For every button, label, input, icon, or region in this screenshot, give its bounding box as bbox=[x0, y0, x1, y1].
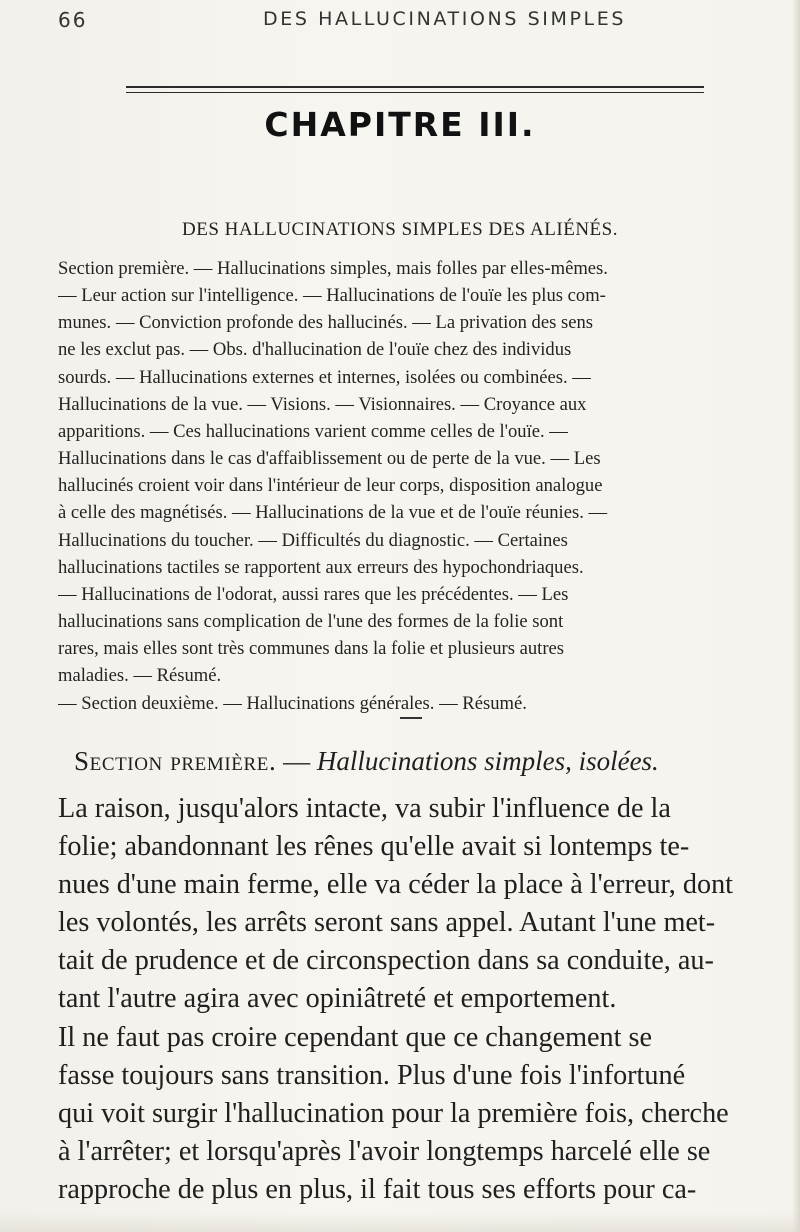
summary-line: — Hallucinations de l'odorat, aussi rares que les précédentes. — Les bbox=[58, 583, 569, 605]
summary-line: hallucinations sans complication de l'une des formes de la folie sont bbox=[58, 611, 564, 633]
summary-line: rares, mais elles sont très communes dans la folie et plusieurs autres bbox=[58, 638, 565, 660]
section-label: Section première. bbox=[74, 746, 277, 776]
double-rule-bottom bbox=[126, 92, 704, 93]
page-number: 66 bbox=[58, 8, 88, 32]
chapter-title: CHAPITRE III. bbox=[264, 105, 536, 144]
summary-line: à celle des magnétisés. — Hallucinations de la vue et de l'ouïe réunies. — bbox=[58, 502, 608, 524]
body-line: les volontés, les arrêts seront sans appel. Autant l'une met- bbox=[58, 907, 716, 939]
chapter-summary bbox=[58, 255, 754, 717]
summary-line: apparitions. — Ces hallucinations varient comme celles de l'ouïe. — bbox=[58, 420, 568, 442]
summary-line: Section première. — Hallucinations simples, mais folles par elles-mêmes. bbox=[58, 258, 608, 279]
section-divider bbox=[400, 717, 422, 719]
summary-line: Hallucinations dans le cas d'affaiblissement ou de perte de la vue. — Les bbox=[58, 448, 601, 470]
body-text bbox=[58, 790, 752, 1209]
body-line: tant l'autre agira avec opiniâtreté et emportement. bbox=[58, 983, 617, 1015]
summary-line: hallucinés croient voir dans l'intérieur de leur corps, disposition analogue bbox=[58, 475, 603, 497]
summary-line: — Leur action sur l'intelligence. — Hallucinations de l'ouïe les plus com- bbox=[58, 285, 606, 307]
summary-line: ne les exclut pas. — Obs. d'hallucination de l'ouïe chez des individus bbox=[58, 339, 572, 361]
summary-line: hallucinations tactiles se rapportent aux erreurs des hypochondriaques. bbox=[58, 556, 584, 578]
section-title: Hallucinations simples, isolées. bbox=[316, 746, 659, 776]
summary-line: munes. — Conviction profonde des hallucinés. — La privation des sens bbox=[58, 312, 593, 334]
summary-line: Hallucinations de la vue. — Visions. — Visionnaires. — Croyance aux bbox=[58, 393, 587, 415]
summary-line: maladies. — Résumé. bbox=[58, 665, 222, 687]
body-line: folie; abandonnant les rênes qu'elle avait si lontemps te- bbox=[58, 831, 690, 863]
body-line: tait de prudence et de circonspection dans sa conduite, au- bbox=[58, 945, 714, 977]
running-title: DES HALLUCINATIONS SIMPLES bbox=[263, 8, 626, 30]
chapter-subtitle: DES HALLUCINATIONS SIMPLES DES ALIÉNÉS. bbox=[182, 219, 618, 240]
body-line: Il ne faut pas croire cependant que ce changement se bbox=[58, 1021, 652, 1053]
summary-line: — Section deuxième. — Hallucinations générales. — Résumé. bbox=[58, 692, 527, 714]
section-dash: — bbox=[276, 746, 317, 776]
double-rule-top bbox=[126, 86, 704, 88]
body-line: fasse toujours sans transition. Plus d'une fois l'infortuné bbox=[58, 1059, 686, 1091]
body-line: rapproche de plus en plus, il fait tous ses efforts pour ca- bbox=[58, 1173, 697, 1205]
body-line: à l'arrêter; et lorsqu'après l'avoir longtemps harcelé elle se bbox=[58, 1135, 711, 1167]
page-bottom-shadow bbox=[0, 1212, 800, 1232]
section-heading bbox=[74, 746, 659, 777]
body-line: qui voit surgir l'hallucination pour la première fois, cherche bbox=[58, 1097, 729, 1129]
summary-line: sourds. — Hallucinations externes et internes, isolées ou combinées. — bbox=[58, 366, 591, 388]
page-header bbox=[58, 8, 780, 38]
body-line: La raison, jusqu'alors intacte, va subir l'influence de la bbox=[58, 793, 671, 824]
summary-line: Hallucinations du toucher. — Difficultés du diagnostic. — Certaines bbox=[58, 529, 568, 551]
page-edge-shadow bbox=[792, 0, 800, 1232]
body-line: nues d'une main ferme, elle va céder la place à l'erreur, dont bbox=[58, 869, 734, 901]
